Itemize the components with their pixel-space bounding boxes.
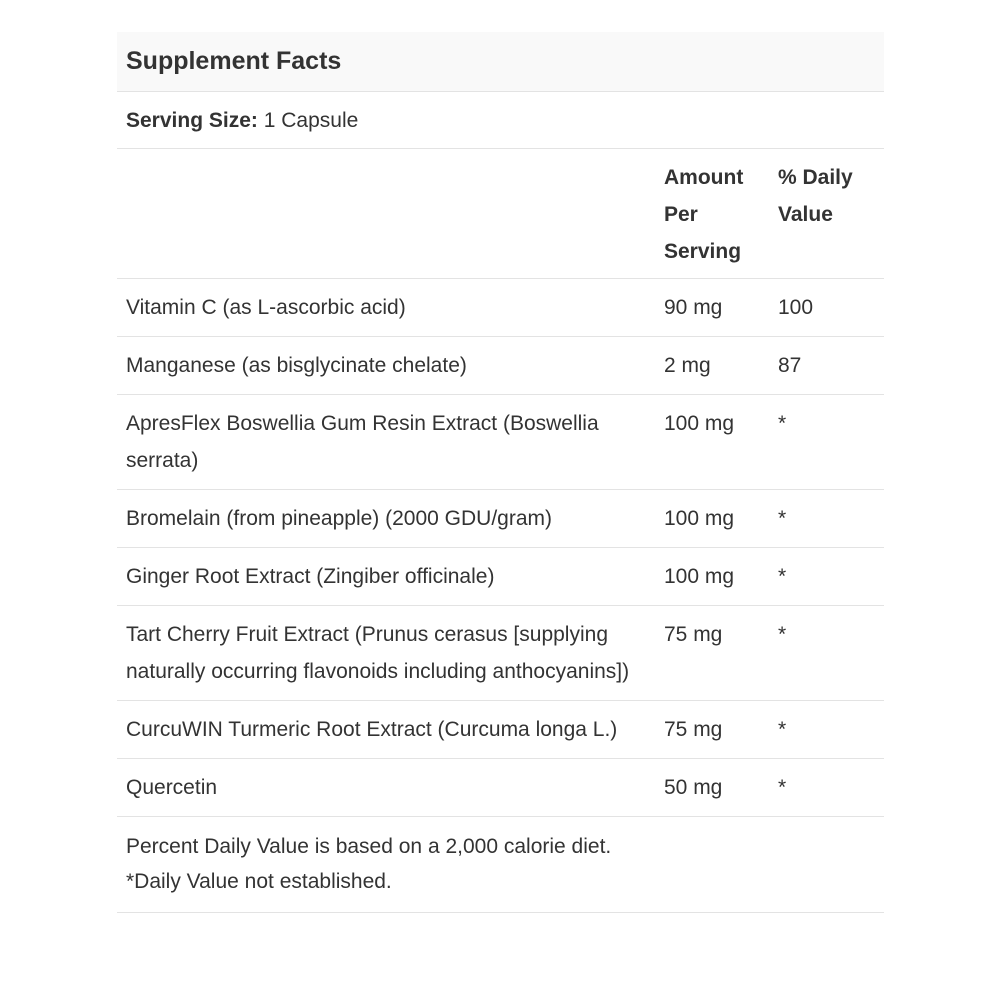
nutrient-dv: *: [778, 565, 787, 588]
header-amount-cell: [655, 159, 769, 278]
table-row: [117, 701, 884, 759]
nutrient-name: Manganese (as bisglycinate chelate): [126, 354, 467, 377]
nutrient-amount: 100 mg: [664, 412, 735, 435]
nutrient-name: Ginger Root Extract (Zingiber officinale): [126, 565, 495, 588]
table-row: [117, 337, 884, 395]
nutrient-dv: *: [778, 718, 787, 741]
table-row: [117, 490, 884, 548]
table-row: [117, 279, 884, 337]
header-dv-line1: % Daily: [778, 166, 853, 189]
header-dv-line2: Value: [778, 203, 833, 226]
nutrient-dv: *: [778, 412, 787, 435]
nutrient-amount: 75 mg: [664, 718, 723, 741]
nutrient-dv: 87: [778, 354, 802, 377]
nutrient-amount: 2 mg: [664, 354, 711, 377]
serving-size-label: Serving Size:: [126, 108, 258, 132]
nutrient-name: Tart Cherry Fruit Extract (Prunus cerasus [supplying naturally occurring flavonoids including anthocyanins]): [126, 623, 630, 683]
table-row: [117, 548, 884, 606]
nutrient-name: ApresFlex Boswellia Gum Resin Extract (Boswellia serrata): [126, 412, 599, 472]
nutrient-amount: 50 mg: [664, 776, 723, 799]
header-amount-line1: Amount: [664, 166, 744, 189]
supplement-facts-table: [117, 32, 884, 913]
serving-size-row: [117, 92, 884, 149]
nutrient-dv: *: [778, 507, 787, 530]
footnote: [117, 817, 884, 913]
footnote-not-established: *Daily Value not established.: [126, 870, 392, 893]
header-name-cell: [117, 159, 655, 278]
table-row: [117, 395, 884, 490]
nutrient-amount: 100 mg: [664, 507, 735, 530]
nutrient-name: Bromelain (from pineapple) (2000 GDU/gram): [126, 507, 552, 530]
nutrient-dv: *: [778, 623, 787, 646]
footnote-daily-value-basis: Percent Daily Value is based on a 2,000 calorie diet.: [126, 835, 612, 858]
header-amount-line2: Per: [664, 203, 698, 226]
nutrient-dv: 100: [778, 296, 814, 319]
table-row: [117, 759, 884, 817]
page-title: Supplement Facts: [126, 47, 342, 75]
nutrient-name: CurcuWIN Turmeric Root Extract (Curcuma longa L.): [126, 718, 618, 741]
nutrient-amount: 90 mg: [664, 296, 723, 319]
header-amount-line3: Serving: [664, 240, 742, 263]
nutrient-name: Vitamin C (as L-ascorbic acid): [126, 296, 406, 319]
header-dv-cell: [769, 159, 884, 278]
title-row: [117, 32, 884, 92]
serving-size-value: 1 Capsule: [263, 108, 359, 132]
column-header-row: [117, 149, 884, 279]
nutrient-dv: *: [778, 776, 787, 799]
nutrient-name: Quercetin: [126, 776, 218, 799]
nutrient-amount: 100 mg: [664, 565, 735, 588]
table-row: [117, 606, 884, 701]
nutrient-amount: 75 mg: [664, 623, 723, 646]
